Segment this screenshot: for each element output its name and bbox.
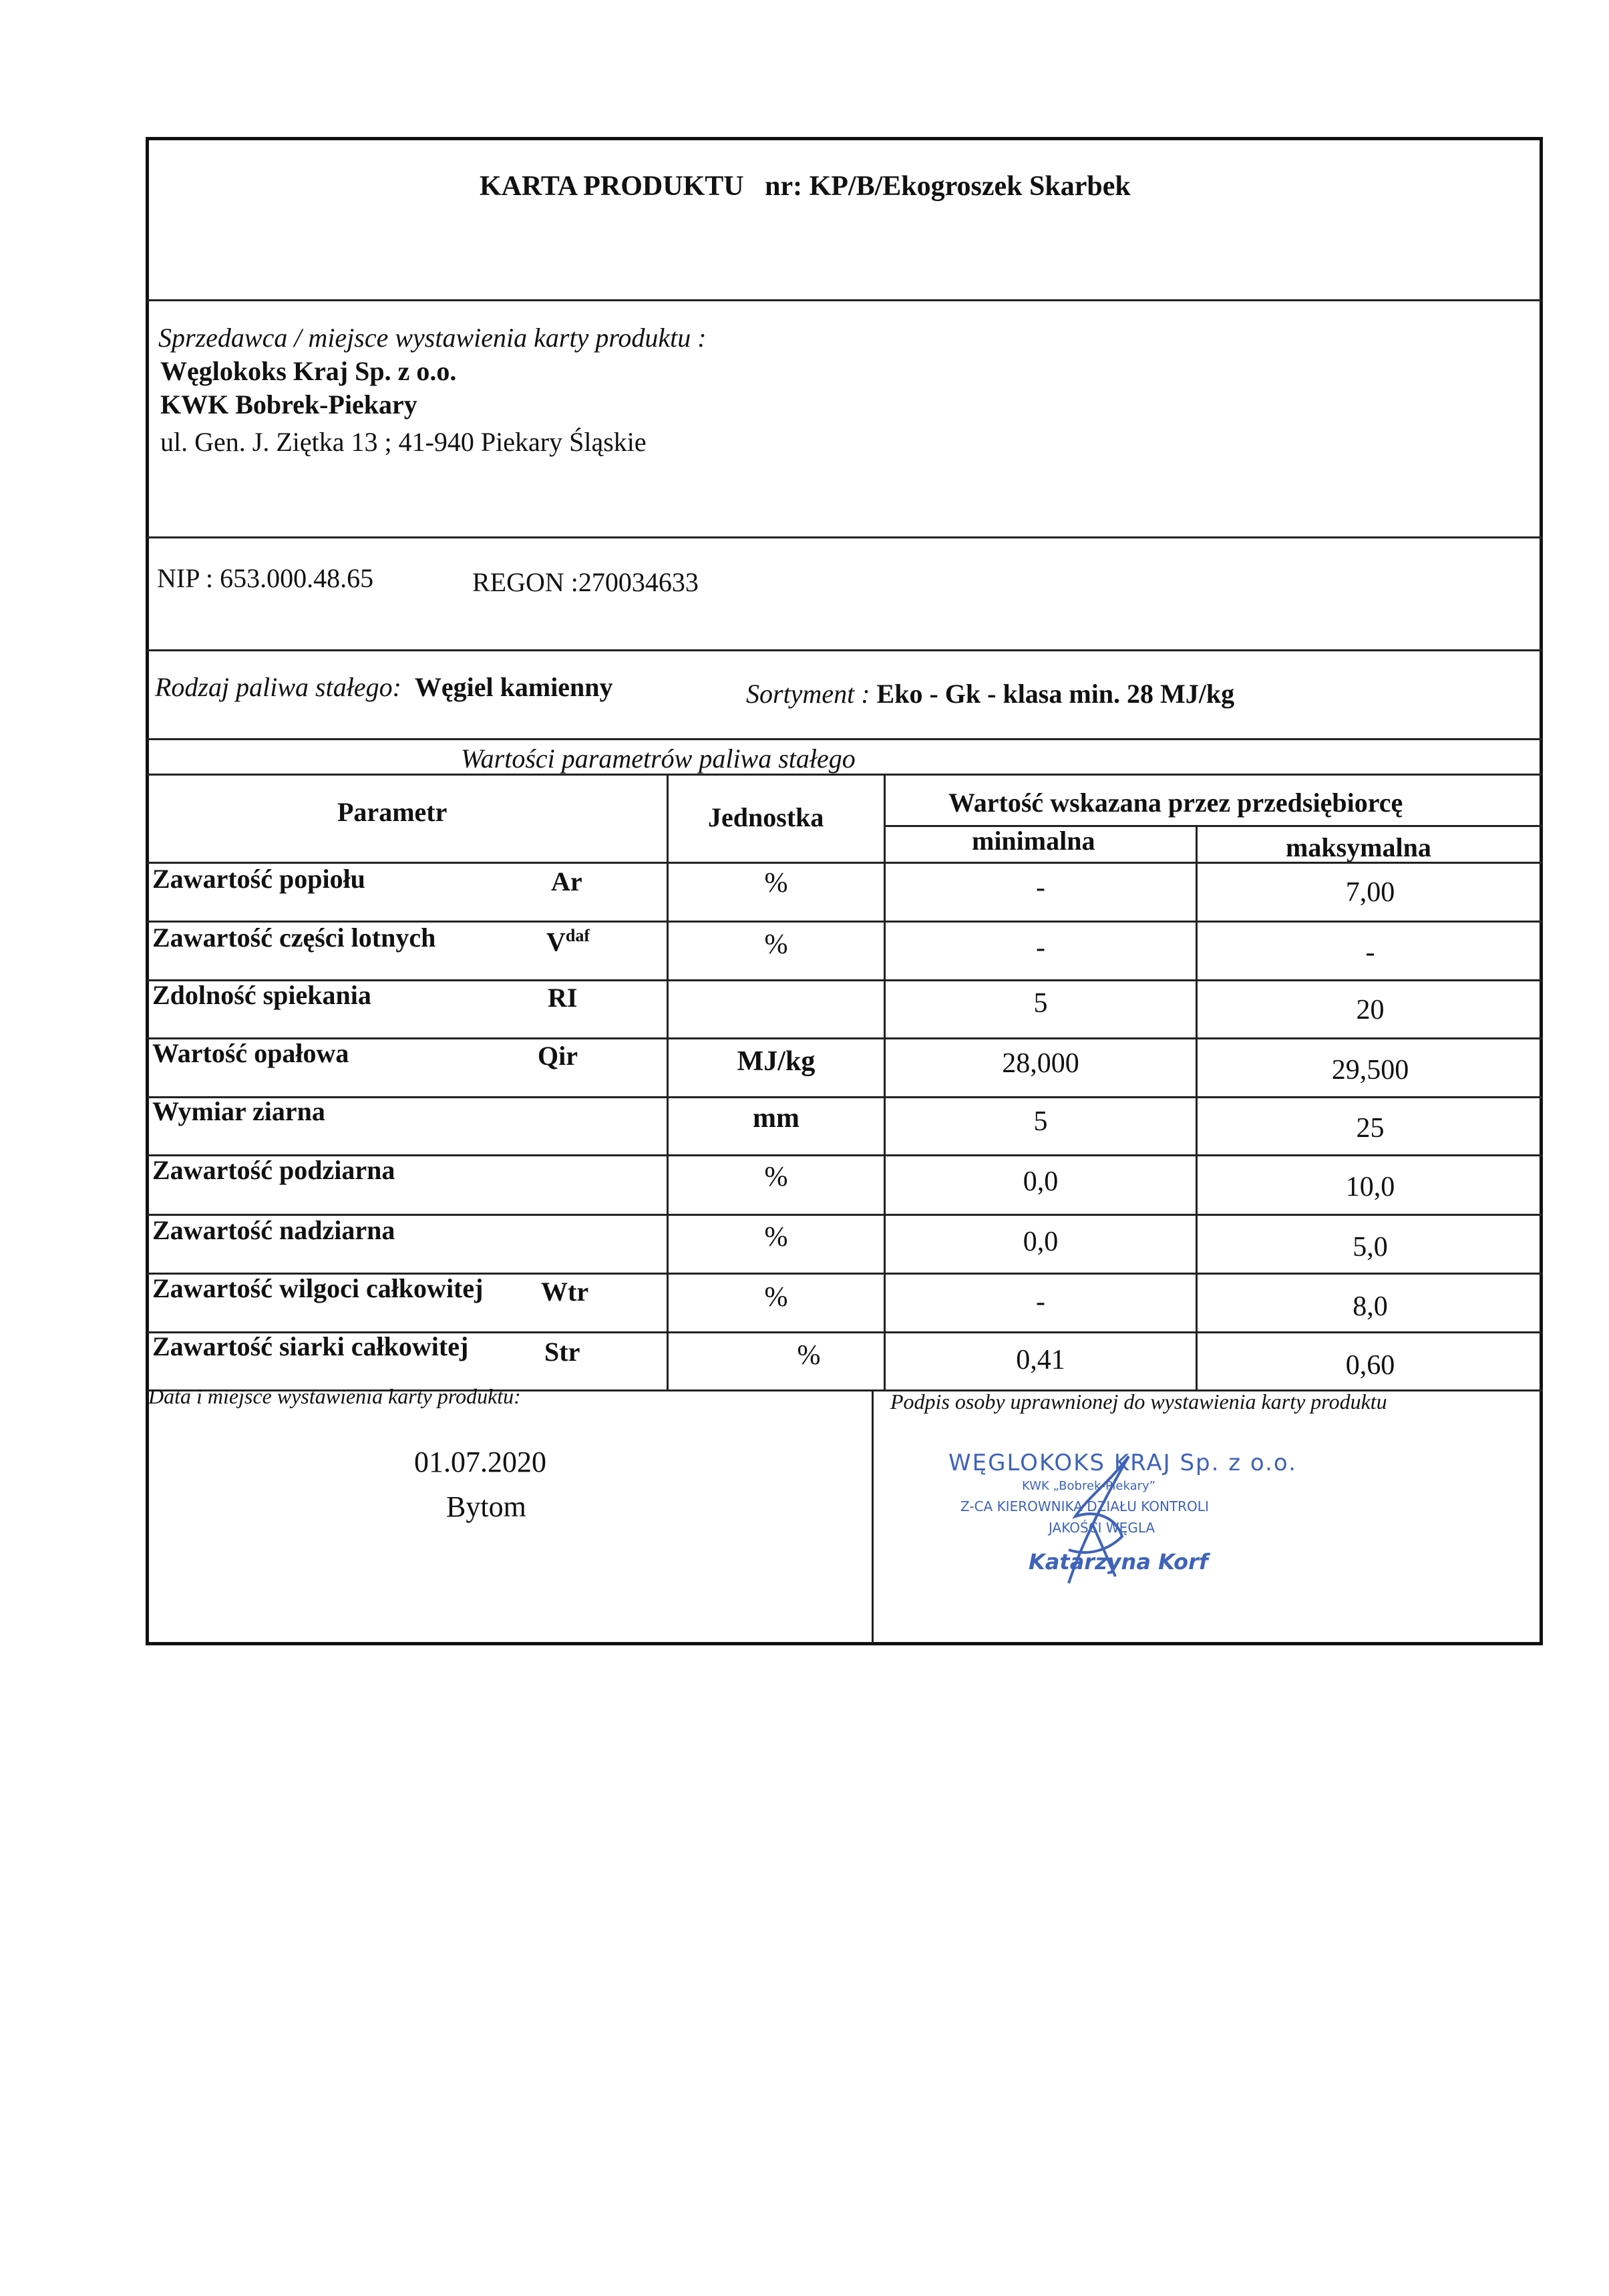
row-min: 28,000 [1002, 1048, 1079, 1079]
row-parameter-name: Zawartość siarki całkowitej [152, 1331, 469, 1361]
fuel-type: Rodzaj paliwa stałego: Węgiel kamienny [155, 672, 613, 702]
divider [147, 649, 1543, 651]
row-symbol: Str [544, 1337, 580, 1367]
card-title: KARTA PRODUKTU nr: KP/B/Ekogroszek Skarbek [480, 171, 1131, 202]
row-parameter-name: Zawartość nadziarna [152, 1215, 395, 1245]
row-max: 29,500 [1331, 1055, 1409, 1086]
stamp-line: WĘGLOKOKS KRAJ Sp. z o.o. [948, 1450, 1297, 1476]
row-parameter-name: Zawartość części lotnych [152, 923, 436, 953]
row-min: - [1036, 1287, 1045, 1317]
row-max: 0,60 [1345, 1350, 1395, 1381]
row-parameter-name: Zawartość wilgoci całkowitej [152, 1273, 484, 1303]
row-symbol: Ar [551, 866, 582, 896]
row-unit: % [797, 1340, 821, 1371]
row-min: 5 [1033, 988, 1048, 1019]
row-line [147, 1037, 1543, 1039]
row-unit: MJ/kg [737, 1046, 816, 1077]
table-caption: Wartości parametrów paliwa stałego [461, 744, 856, 774]
row-unit: % [764, 1282, 788, 1313]
regon-number: REGON :270034633 [472, 567, 699, 597]
row-max: 25 [1356, 1113, 1385, 1144]
handwritten-signature [1029, 1443, 1162, 1597]
stamp-signature: Katarzyna Korf [1029, 1549, 1208, 1575]
row-unit: % [764, 1162, 788, 1192]
row-parameter-name: Zawartość podziarna [152, 1155, 395, 1185]
issue-place: Bytom [446, 1490, 526, 1523]
row-symbol: Qir [538, 1041, 578, 1071]
divider [147, 299, 1543, 301]
divider [147, 536, 1543, 538]
row-parameter-name: Wartość opałowa [152, 1038, 349, 1068]
seller-address: ul. Gen. J. Ziętka 13 ; 41-940 Piekary Śląskie [160, 427, 647, 457]
row-parameter-name: Zdolność spiekania [152, 980, 371, 1010]
header-min: minimalna [972, 826, 1095, 856]
header-declared: Wartość wskazana przez przedsiębiorcę [948, 788, 1403, 818]
row-min: - [1036, 933, 1045, 963]
stamp-line: Z-CA KIEROWNIKA DZIAŁU KONTROLI [960, 1498, 1209, 1514]
divider [147, 738, 1543, 740]
row-line [147, 1096, 1543, 1098]
row-min: 5 [1033, 1106, 1048, 1137]
row-max: 20 [1356, 995, 1385, 1025]
row-min: - [1036, 872, 1045, 903]
row-min: 0,0 [1023, 1166, 1059, 1197]
seller-mine: KWK Bobrek-Piekary [160, 389, 417, 420]
header-parameter: Parametr [337, 797, 448, 827]
row-parameter-name: Zawartość popiołu [152, 864, 365, 894]
nip-number: NIP : 653.000.48.65 [157, 563, 374, 593]
stamp-line: JAKOŚCI WĘGLA [1049, 1520, 1155, 1536]
seller-company: Węglokoks Kraj Sp. z o.o. [160, 356, 457, 386]
issue-date: 01.07.2020 [414, 1446, 546, 1478]
row-parameter-name: Wymiar ziarna [152, 1096, 325, 1126]
header-unit: Jednostka [708, 802, 824, 832]
row-symbol: $V^{daf}$ [546, 926, 590, 957]
divider [147, 774, 1543, 776]
row-max: - [1365, 937, 1375, 968]
row-symbol: Wtr [541, 1277, 589, 1307]
row-min: 0,0 [1023, 1226, 1059, 1257]
signature-label: Podpis osoby uprawnionej do wystawienia karty produktu [890, 1389, 1387, 1414]
row-max: 10,0 [1345, 1172, 1395, 1202]
row-unit: % [764, 929, 788, 960]
row-unit: % [764, 1222, 788, 1253]
date-label: Data i miejsce wystawienia karty produktu: [148, 1384, 521, 1408]
row-unit: mm [753, 1103, 799, 1134]
row-min: 0,41 [1016, 1345, 1065, 1375]
row-symbol: RI [548, 983, 578, 1013]
stamp-line: KWK „Bobrek-Piekary” [1022, 1479, 1156, 1493]
header-max: maksymalna [1286, 832, 1431, 862]
row-max: 5,0 [1353, 1232, 1388, 1263]
seller-label: Sprzedawca / miejsce wystawienia karty produktu : [158, 323, 707, 353]
row-max: 8,0 [1353, 1291, 1388, 1322]
row-max: 7,00 [1345, 877, 1395, 908]
footer-column-line [872, 1389, 874, 1643]
fuel-grade: Sortyment : Eko - Gk - klasa min. 28 MJ/kg [746, 679, 1235, 709]
row-unit: % [764, 868, 788, 898]
